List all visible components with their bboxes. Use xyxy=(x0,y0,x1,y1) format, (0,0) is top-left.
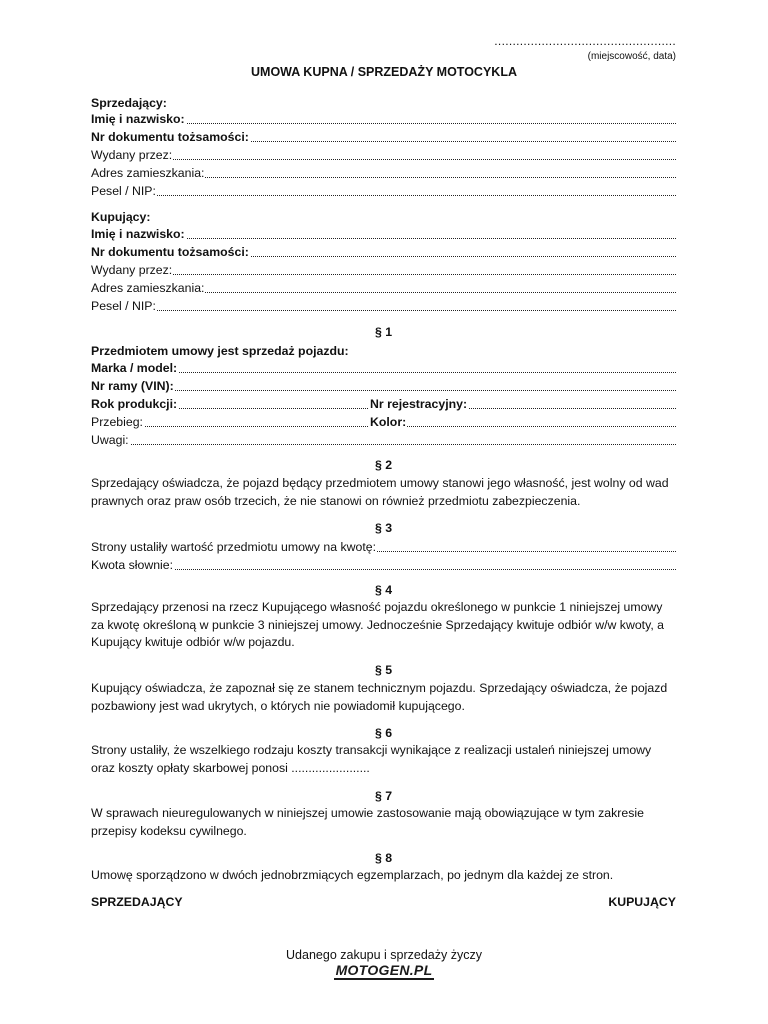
seller-signature-label: SPRZEDAJĄCY xyxy=(91,895,183,909)
registration-field[interactable] xyxy=(368,395,676,413)
section-5-text: Kupujący oświadcza, że zapoznał się ze stanem technicznym pojazdu. Sprzedający oświadcza, że pojazd pozbawiony jest wad ukrytych, o których nie powiadomił kupującego. xyxy=(91,681,668,713)
section-2-text: Sprzedający oświadcza, że pojazd będący przedmiotem umowy stanowi jego własność, jest wolny od wad prawnych oraz praw osób trzecich, że nie stanowi on również przedmiotu zabezpieczenia. xyxy=(91,476,669,508)
section-7-text: W sprawach nieuregulowanych w niniejszej umowie zastosowanie mają obowiązujące w tym zakresie przepisy kodeksu cywilnego. xyxy=(91,806,644,838)
buyer-address-label: Adres zamieszkania: xyxy=(91,281,205,295)
buyer-issued-field[interactable] xyxy=(91,261,676,279)
seller-id-field[interactable] xyxy=(91,128,676,146)
make-model-field[interactable] xyxy=(91,359,676,377)
section-3-title: § 3 xyxy=(374,521,393,535)
seller-pesel-field[interactable] xyxy=(91,182,676,200)
seller-address-field[interactable] xyxy=(91,164,676,182)
seller-id-label: Nr dokumentu tożsamości: xyxy=(91,130,249,144)
notes-label: Uwagi: xyxy=(91,433,129,447)
production-year-label: Rok produkcji: xyxy=(91,397,178,411)
buyer-id-label: Nr dokumentu tożsamości: xyxy=(91,245,249,259)
section-1-heading: Przedmiotem umowy jest sprzedaż pojazdu: xyxy=(91,344,349,358)
seller-pesel-label: Pesel / NIP: xyxy=(91,184,156,198)
buyer-heading: Kupujący: xyxy=(91,210,151,224)
amount-words-label: Kwota słownie: xyxy=(91,558,174,572)
place-date-line[interactable]: .................................................. xyxy=(494,34,676,48)
section-5-title: § 5 xyxy=(374,663,393,677)
section-4-title: § 4 xyxy=(374,583,393,597)
document-title: UMOWA KUPNA / SPRZEDAŻY MOTOCYKLA xyxy=(251,65,517,79)
notes-field[interactable] xyxy=(91,431,676,449)
section-7-title: § 7 xyxy=(374,789,393,803)
section-8-title: § 8 xyxy=(374,851,393,865)
production-year-field[interactable] xyxy=(91,395,368,413)
mileage-label: Przebieg: xyxy=(91,415,143,429)
seller-issued-label: Wydany przez: xyxy=(91,148,173,162)
brand-logo xyxy=(0,962,768,980)
section-4-text: Sprzedający przenosi na rzecz Kupującego własność pojazdu określonego w punkcie 1 niniejszej umowy za kwotę określoną w punkcie 3 niniejszej umowy. Jednocześnie Sprzedający kwituje odbiór w/w kwoty, a Kupujący kwituje odbiór w/w pojazdu. xyxy=(91,600,664,649)
color-field[interactable] xyxy=(368,413,676,431)
make-model-label: Marka / model: xyxy=(91,361,178,375)
buyer-issued-label: Wydany przez: xyxy=(91,263,173,277)
section-6-text: Strony ustaliły, że wszelkiego rodzaju koszty transakcji wynikające z realizacji ustaleń niniejszej umowy oraz koszty opłaty skarbowej ponosi ....................... xyxy=(91,743,652,775)
section-6-title: § 6 xyxy=(374,726,393,740)
seller-address-label: Adres zamieszkania: xyxy=(91,166,205,180)
section-8-text: Umowę sporządzono w dwóch jednobrzmiących egzemplarzach, po jednym dla każdej ze stron. xyxy=(91,868,614,882)
buyer-address-field[interactable] xyxy=(91,279,676,297)
section-1-title: § 1 xyxy=(374,325,393,339)
vin-field[interactable] xyxy=(91,377,676,395)
seller-issued-field[interactable] xyxy=(91,146,676,164)
buyer-name-label: Imię i nazwisko: xyxy=(91,227,185,241)
brand-logo-text: MOTOGEN.PL xyxy=(335,962,433,978)
section-2-title: § 2 xyxy=(374,458,393,472)
seller-name-field[interactable] xyxy=(91,110,676,128)
footer-wish: Udanego zakupu i sprzedaży życzy xyxy=(286,948,482,962)
color-label: Kolor: xyxy=(370,415,407,429)
place-date-caption: (miejscowość, data) xyxy=(587,51,676,62)
buyer-pesel-label: Pesel / NIP: xyxy=(91,299,156,313)
mileage-field[interactable] xyxy=(91,413,368,431)
vin-label: Nr ramy (VIN): xyxy=(91,379,174,393)
registration-label: Nr rejestracyjny: xyxy=(370,397,468,411)
amount-field[interactable] xyxy=(91,538,676,556)
seller-name-label: Imię i nazwisko: xyxy=(91,112,185,126)
buyer-pesel-field[interactable] xyxy=(91,297,676,315)
amount-words-field[interactable] xyxy=(91,556,676,574)
buyer-name-field[interactable] xyxy=(91,225,676,243)
amount-label: Strony ustaliły wartość przedmiotu umowy na kwotę: xyxy=(91,540,376,554)
buyer-signature-label: KUPUJĄCY xyxy=(608,895,676,909)
seller-heading: Sprzedający: xyxy=(91,96,167,110)
buyer-id-field[interactable] xyxy=(91,243,676,261)
